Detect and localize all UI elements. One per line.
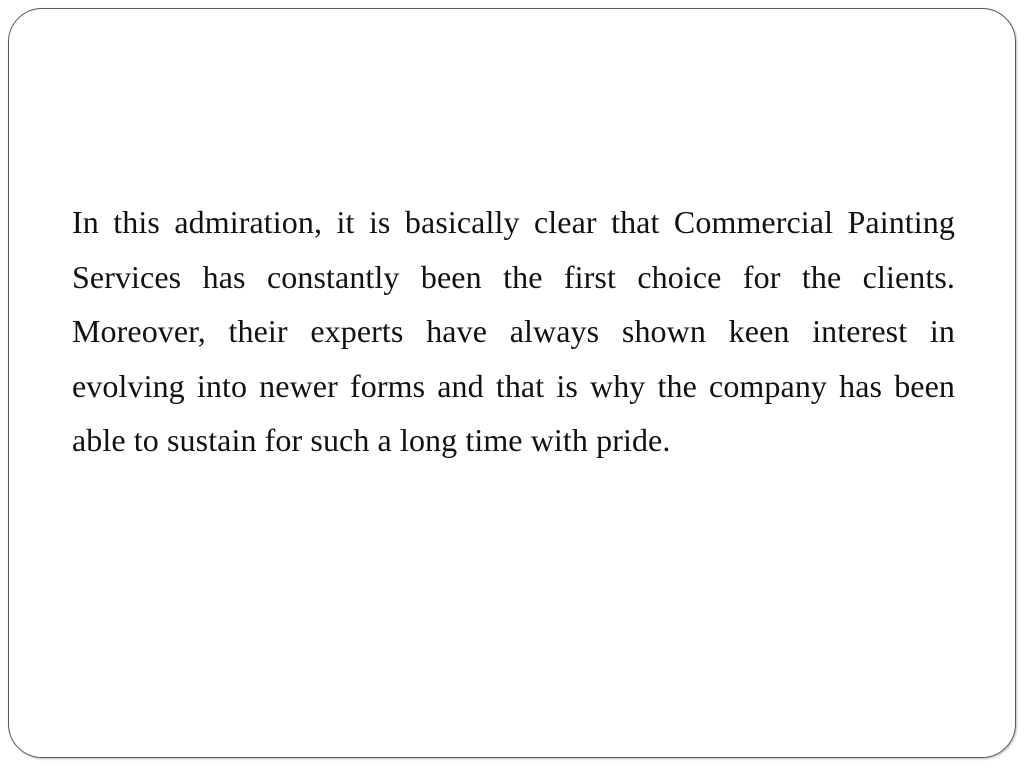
slide-frame — [8, 8, 1016, 758]
slide-body-text: In this admiration, it is basically clear that Commercial Painting Services has constantly been the first choice for the clients. Moreover, their experts have always shown keen interest in evolving into newer forms and that is why the company has been able to sustain for such a long time with pride. — [72, 204, 955, 458]
